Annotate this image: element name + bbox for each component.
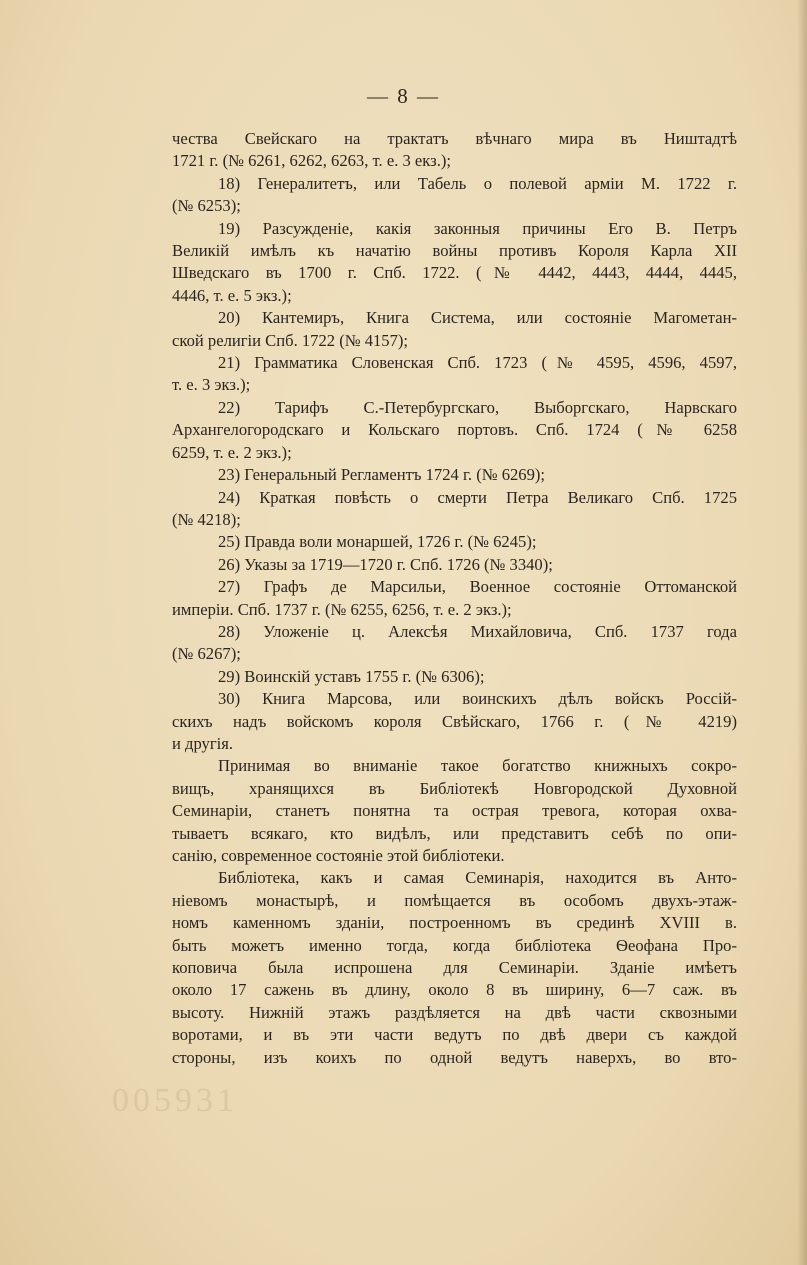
text-line: скихъ надъ войскомъ короля Свѣйскаго, 1766 г. (№ 4219) [172, 711, 737, 731]
text-line: санію, современное состояніе этой библіотеки. [172, 846, 505, 865]
text-line: тываетъ всякаго, кто видѣлъ, или представитъ себѣ по опи- [172, 823, 737, 843]
text-line: воротами, и въ эти части ведутъ по двѣ двери съ каждой [172, 1025, 737, 1045]
text-line: 24) Краткая повѣсть о смерти Петра Великаго Спб. 1725 [218, 487, 737, 507]
text-line: (№ 6253); [172, 196, 241, 216]
text-line: Великій имѣлъ къ начатію войны противъ Короля Карла XII [172, 241, 737, 261]
text-line: (№ 4218); [172, 509, 241, 529]
text-line: т. е. 3 экз.); [172, 375, 251, 395]
text-line: Архангелогородскаго и Кольскаго портовъ. Спб. 1724 (№ 6258 [172, 420, 737, 440]
text-line: ской религіи Спб. 1722 (№ 4157); [172, 330, 409, 350]
text-line: (№ 6267); [172, 644, 241, 664]
library-stamp: 005931 [112, 1082, 238, 1119]
text-line: около 17 сажень въ длину, около 8 въ ширину, 6—7 саж. въ [172, 980, 737, 1000]
text-line: имперіи. Спб. 1737 г. (№ 6255, 6256, т. е. 2 экз.); [172, 599, 512, 619]
text-line: 20) Кантемиръ, Книга Система, или состояніе Магометан- [218, 308, 737, 328]
text-line: Семинаріи, станетъ понятна та острая тревога, которая охва- [172, 801, 737, 821]
text-line: Принимая во вниманіе такое богатство книжныхъ сокро- [218, 756, 737, 776]
text-line: ніевомъ монастырѣ, и помѣщается въ особомъ двухъ-этаж- [172, 890, 737, 910]
text-line: коповича была испрошена для Семинаріи. Зданіе имѣетъ [172, 958, 737, 978]
text-line: Шведскаго въ 1700 г. Спб. 1722. (№ 4442, 4443, 4444, 4445, [172, 263, 737, 283]
text-line: 27) Графъ де Марсильи, Военное состояніе Оттоманской [218, 577, 737, 597]
text-line: 26) Указы за 1719—1720 г. Спб. 1726 (№ 3340); [218, 554, 553, 574]
text-line: и другія. [172, 733, 234, 753]
text-line: 29) Воинскій уставъ 1755 г. (№ 6306); [218, 666, 485, 686]
text-line: Библіотека, какъ и самая Семинарія, находится въ Анто- [218, 868, 737, 888]
page-number: — 8 — [367, 84, 440, 108]
body-text [172, 128, 737, 1069]
text-line: 25) Правда воли монаршей, 1726 г. (№ 6245); [218, 532, 537, 552]
text-line: 6259, т. е. 2 экз.); [172, 442, 292, 462]
text-line: 28) Уложеніе ц. Алексѣя Михайловича, Спб. 1737 года [218, 621, 737, 641]
text-line: вищъ, хранящихся въ Библіотекѣ Новгородской Духовной [172, 778, 737, 798]
text-line: 21) Грамматика Словенская Спб. 1723 (№ 4595, 4596, 4597, [218, 353, 737, 373]
text-line: быть можетъ именно тогда, когда библіотека Ѳеофана Про- [172, 935, 737, 955]
text-line: номъ каменномъ зданіи, построенномъ въ срединѣ XVIII в. [172, 913, 737, 933]
text-line: 18) Генералитетъ, или Табель о полевой арміи М. 1722 г. [218, 173, 737, 193]
text-line: 23) Генеральный Регламентъ 1724 г. (№ 6269); [218, 465, 546, 485]
text-line: высоту. Нижній этажъ раздѣляется на двѣ части сквозными [172, 1002, 737, 1022]
text-line: стороны, изъ коихъ по одной ведутъ наверхъ, во вто- [172, 1047, 737, 1067]
text-line: 4446, т. е. 5 экз.); [172, 285, 292, 305]
text-line: 30) Книга Марсова, или воинскихъ дѣлъ войскъ Россій- [218, 689, 737, 709]
text-line: 1721 г. (№ 6261, 6262, 6263, т. е. 3 екз.); [172, 151, 451, 171]
text-line: чества Свейскаго на трактатъ вѣчнаго мира въ Ништадтѣ [172, 129, 737, 148]
text-line: 19) Разсужденіе, какія законныя причины Его В. Петръ [218, 218, 737, 238]
text-line: 22) Тарифъ С.-Петербургскаго, Выборгскаго, Нарвскаго [218, 397, 737, 417]
page-edge-shadow [797, 0, 807, 1265]
